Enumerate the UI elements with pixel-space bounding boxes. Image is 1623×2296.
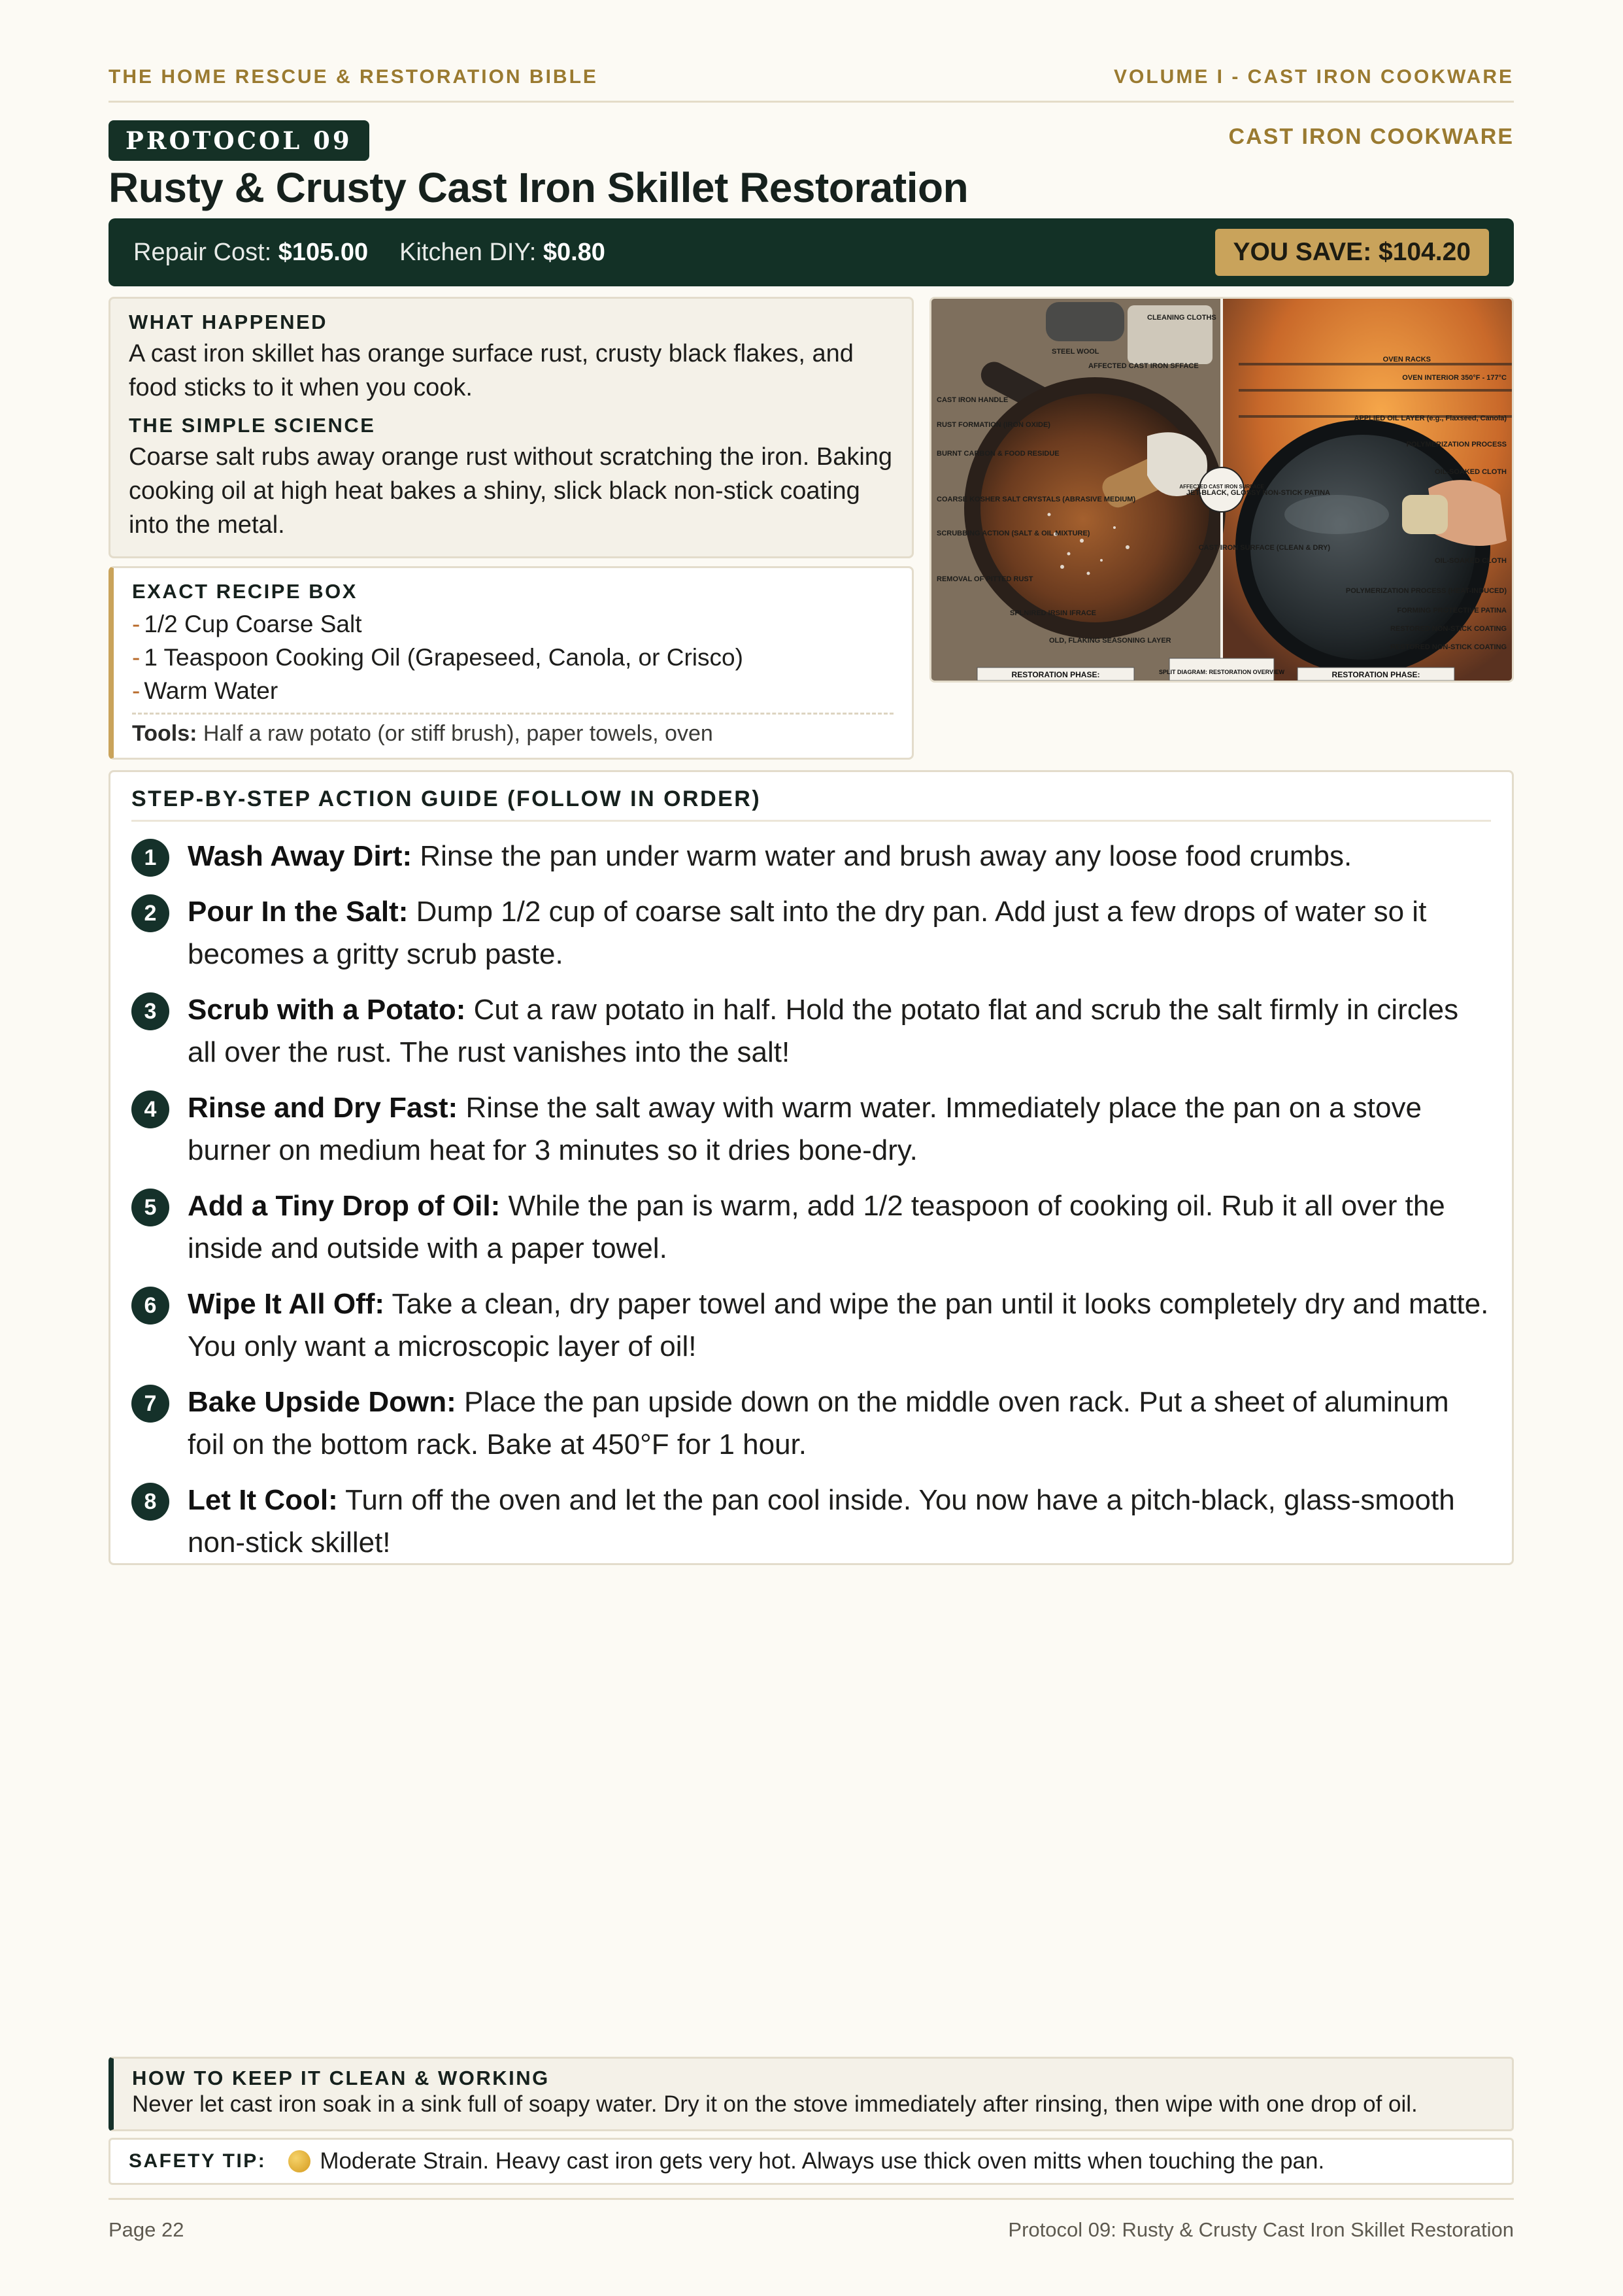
steps-heading: STEP-BY-STEP ACTION GUIDE (FOLLOW IN ORDER)	[131, 786, 1491, 822]
protocol-badge: PROTOCOL 09	[109, 120, 369, 161]
label-pitted-rust: REMOVAL OF PITTED RUST	[937, 575, 1033, 583]
step-body: Rinse the pan under warm water and brush away any loose food crumbs.	[412, 840, 1352, 872]
repair-cost-label: Repair Cost:	[133, 238, 272, 266]
step-number: 4	[131, 1090, 169, 1128]
restoration-illustration	[929, 297, 1514, 683]
label-clean-surface: CAST IRON SURFACE (CLEAN & DRY)	[1198, 544, 1330, 552]
label-old-seasoning: OLD, FLAKING SEASONING LAYER	[1049, 637, 1171, 645]
category-label: CAST IRON COOKWARE	[1228, 124, 1514, 149]
step-body: Cut a raw potato in half. Hold the potato flat and scrub the salt firmly in circles all over the rust. The rust vanishes into the salt!	[188, 994, 1459, 1068]
step-number: 5	[131, 1189, 169, 1226]
page-footer	[109, 2198, 1514, 2242]
tools-label: Tools:	[132, 721, 197, 746]
step-body: While the pan is warm, add 1/2 teaspoon of cooking oil. Rub it all over the inside and outside with a paper towel.	[188, 1190, 1445, 1264]
label-steel-wool: STEEL WOOL	[1052, 348, 1099, 356]
list-item: - Warm Water	[132, 677, 278, 704]
label-restored-coating-2: RESTORED NON-STICK COATING	[1390, 643, 1507, 651]
repair-cost-value: $105.00	[278, 238, 369, 266]
step-body: Turn off the oven and let the pan cool inside. You now have a pitch-black, glass-smooth non-stick skillet!	[188, 1484, 1455, 1559]
list-item: - 1/2 Cup Coarse Salt	[132, 611, 362, 637]
label-rust-formation: RUST FORMATION (IRON OXIDE)	[937, 421, 1050, 429]
label-protective-patina: FORMING PROTECTIVE PATINA	[1397, 607, 1507, 615]
recipe-list	[132, 607, 894, 707]
footer-protocol-ref: Protocol 09: Rusty & Crusty Cast Iron Skillet Restoration	[1008, 2218, 1514, 2241]
safety-label: SAFETY TIP:	[129, 2150, 267, 2172]
tools-line	[132, 713, 894, 747]
science-text: Coarse salt rubs away orange rust without scratching the iron. Baking cooking oil at high heat bakes a shiny, slick black non-stick coating into the metal.	[129, 443, 893, 539]
step-title: Pour In the Salt:	[188, 896, 409, 928]
label-salt-crystals: COARSE KOSHER SALT CRYSTALS (ABRASIVE MEDIUM)	[937, 496, 1136, 503]
savings-badge: YOU SAVE: $104.20	[1215, 229, 1489, 276]
document-page	[109, 0, 1514, 2296]
safety-box	[109, 2138, 1514, 2185]
step-item	[131, 1087, 1491, 1172]
caption-phase-right: RESTORATION PHASE:	[1331, 670, 1420, 679]
step-body: Place the pan upside down on the middle oven rack. Put a sheet of aluminum foil on the bottom rack. Bake at 450°F for 1 hour.	[188, 1386, 1449, 1460]
label-oil-cloth-1: OIL-SOAKED CLOTH	[1435, 468, 1507, 476]
diy-cost-label: Kitchen DIY:	[399, 238, 537, 266]
step-item	[131, 1479, 1491, 1564]
info-box	[109, 297, 914, 558]
strain-indicator-icon	[288, 2150, 310, 2172]
maintenance-text: Never let cast iron soak in a sink full of soapy water. Dry it on the stove immediately after rinsing, then wipe with one drop of oil.	[132, 2091, 1418, 2117]
step-title: Rinse and Dry Fast:	[188, 1092, 458, 1124]
step-title: Add a Tiny Drop of Oil:	[188, 1190, 501, 1222]
step-title: Let It Cool:	[188, 1484, 338, 1516]
step-title: Wash Away Dirt:	[188, 840, 412, 872]
page-number: Page 22	[109, 2218, 184, 2241]
volume-label: VOLUME I - CAST IRON COOKWARE	[1114, 66, 1514, 88]
label-applied-oil: APPLIED OIL LAYER (e.g., Flaxseed, Canola)	[1354, 414, 1507, 422]
step-title: Bake Upside Down:	[188, 1386, 456, 1418]
caption-split-diagram: SPLIT DIAGRAM: RESTORATION OVERVIEW	[1158, 669, 1285, 675]
label-affected-surface: AFFECTED CAST IRON SFFACE	[1088, 362, 1199, 370]
step-title: Wipe It All Off:	[188, 1288, 385, 1320]
maintenance-box	[109, 2057, 1514, 2131]
recipe-heading: EXACT RECIPE BOX	[132, 580, 358, 603]
label-center: AFFECTED CAST IRON SURFACE	[1179, 484, 1264, 490]
science-heading: THE SIMPLE SCIENCE	[129, 414, 376, 437]
tools-text: Half a raw potato (or stiff brush), paper towels, oven	[203, 721, 713, 746]
step-item	[131, 835, 1491, 877]
label-scrubbing-action: SCRUBBING ACTION (SALT & OIL MIXTURE)	[937, 530, 1090, 537]
step-number: 1	[131, 839, 169, 877]
step-item	[131, 1283, 1491, 1368]
label-burnt-carbon: BURNT CARBON & FOOD RESIDUE	[937, 450, 1060, 458]
what-happened-text: A cast iron skillet has orange surface rust, crusty black flakes, and food sticks to it when you cook.	[129, 340, 854, 401]
diy-cost-value: $0.80	[543, 238, 605, 266]
step-item	[131, 1381, 1491, 1466]
safety-text: Moderate Strain. Heavy cast iron gets very hot. Always use thick oven mitts when touching the pan.	[320, 2148, 1325, 2174]
label-oven-racks: OVEN RACKS	[1382, 356, 1431, 363]
step-number: 8	[131, 1483, 169, 1521]
step-body: Take a clean, dry paper towel and wipe the pan until it looks completely dry and matte. You only want a microscopic layer of oil!	[188, 1288, 1489, 1362]
label-restored-coating-1: RESTORED NON-STICK COATING	[1390, 625, 1507, 633]
step-number: 2	[131, 894, 169, 932]
caption-phase-left: RESTORATION PHASE:	[1011, 670, 1100, 679]
label-oven-interior: OVEN INTERIOR 350°F - 177°C	[1402, 374, 1507, 382]
cost-bar	[109, 218, 1514, 286]
recipe-box	[109, 566, 914, 760]
label-handle: CAST IRON HANDLE	[937, 396, 1009, 404]
step-number: 7	[131, 1385, 169, 1423]
label-cleaning-cloths: CLEANING CLOTHS	[1147, 314, 1216, 322]
step-number: 3	[131, 992, 169, 1030]
step-number: 6	[131, 1287, 169, 1325]
steps-box	[109, 770, 1514, 1565]
what-happened-heading: WHAT HAPPENED	[129, 311, 328, 333]
label-heat-polymerization: POLYMERIZATION PROCESS (HEAT-INDUCED)	[1345, 587, 1507, 595]
step-item	[131, 890, 1491, 975]
label-polymerization: POLYMERIZATION PROCESS	[1406, 441, 1507, 448]
step-item	[131, 1185, 1491, 1270]
step-item	[131, 988, 1491, 1073]
skillet-illustration-svg	[931, 299, 1512, 681]
label-patina: JET-BLACK, GLOSSY NON-STICK PATINA	[1186, 489, 1330, 497]
step-body: Dump 1/2 cup of coarse salt into the dry pan. Add just a few drops of water so it becomes a gritty scrub paste.	[188, 896, 1427, 970]
list-item: - 1 Teaspoon Cooking Oil (Grapeseed, Canola, or Crisco)	[132, 644, 743, 671]
book-title: THE HOME RESCUE & RESTORATION BIBLE	[109, 66, 598, 88]
label-oil-cloth-2: OIL-SOAKED CLOTH	[1435, 557, 1507, 565]
running-header	[109, 63, 1514, 103]
maintenance-heading: HOW TO KEEP IT CLEAN & WORKING	[132, 2067, 550, 2089]
step-body: Rinse the salt away with warm water. Immediately place the pan on a stove burner on medium heat for 3 minutes so it dries bone-dry.	[188, 1092, 1422, 1166]
label-splnired: SPLNIRED IRSIN IFRACE	[1010, 609, 1097, 617]
page-title: Rusty & Crusty Cast Iron Skillet Restoration	[109, 164, 969, 211]
step-title: Scrub with a Potato:	[188, 994, 466, 1026]
